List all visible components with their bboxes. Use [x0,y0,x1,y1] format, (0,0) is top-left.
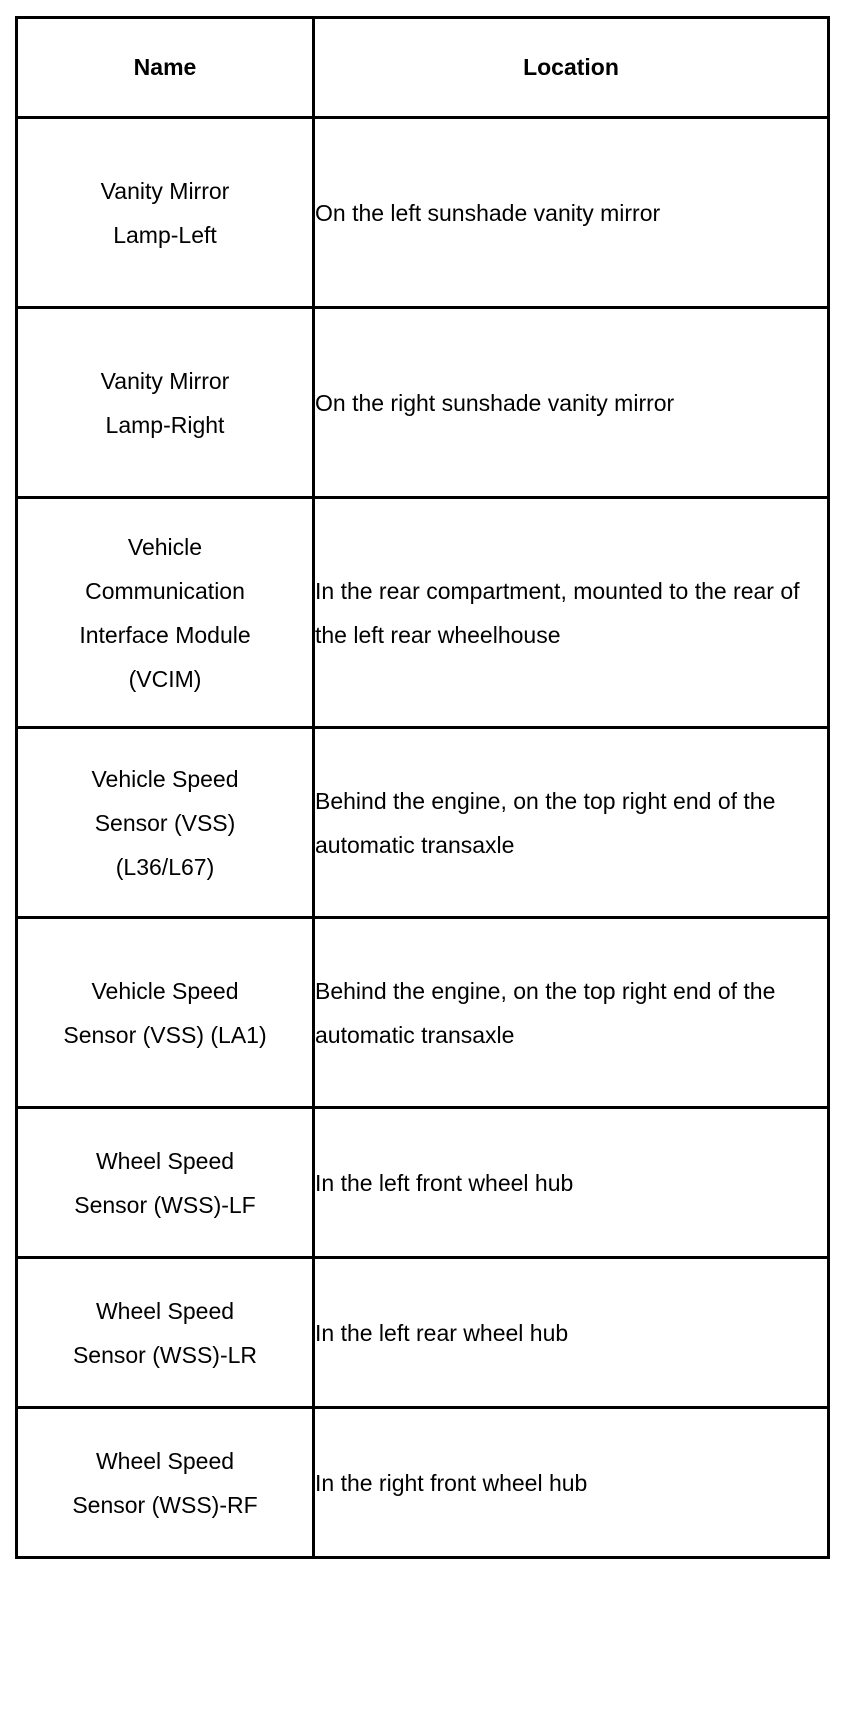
name-line: Lamp-Left [113,221,217,248]
location-cell: Behind the engine, on the top right end of the automatic transaxle [314,918,829,1108]
name-line: Sensor (VSS) [94,809,236,836]
name-cell [17,308,314,498]
location-cell: On the right sunshade vanity mirror [314,308,829,498]
name-line: Vehicle [127,533,203,560]
location-cell: In the left rear wheel hub [314,1258,829,1408]
header-row [17,18,829,118]
name-line: Vanity Mirror [100,177,230,204]
table-row [17,1408,829,1558]
name-line: (VCIM) [128,665,202,692]
location-cell: On the left sunshade vanity mirror [314,118,829,308]
table-row [17,498,829,728]
name-line: Sensor (WSS)-LF [74,1191,256,1218]
name-line: Interface Module [79,621,251,648]
name-line: Vehicle Speed [91,977,239,1004]
location-cell: In the rear compartment, mounted to the rear of the left rear wheelhouse [314,498,829,728]
table-row [17,118,829,308]
name-cell [17,918,314,1108]
name-cell [17,498,314,728]
name-line: Wheel Speed [95,1447,235,1474]
name-line: Sensor (WSS)-LR [72,1341,258,1368]
table-row [17,918,829,1108]
component-location-table [15,16,830,1559]
name-line: Sensor (WSS)-RF [72,1491,258,1518]
location-cell: In the left front wheel hub [314,1108,829,1258]
name-cell [17,1258,314,1408]
name-cell [17,1108,314,1258]
table-row [17,1108,829,1258]
header-name: Name [17,18,314,118]
location-cell: In the right front wheel hub [314,1408,829,1558]
name-line: Lamp-Right [105,411,225,438]
name-line: Wheel Speed [95,1147,235,1174]
name-line: Vehicle Speed [91,765,239,792]
name-cell [17,728,314,918]
name-line: (L36/L67) [115,853,215,880]
name-line: Communication [85,577,245,604]
name-line: Sensor (VSS) (LA1) [63,1021,267,1048]
table-row [17,308,829,498]
name-cell [17,1408,314,1558]
table-row [17,1258,829,1408]
name-line: Wheel Speed [95,1297,235,1324]
name-cell [17,118,314,308]
table-row [17,728,829,918]
header-location: Location [314,18,829,118]
location-cell: Behind the engine, on the top right end of the automatic transaxle [314,728,829,918]
name-line: Vanity Mirror [100,367,230,394]
